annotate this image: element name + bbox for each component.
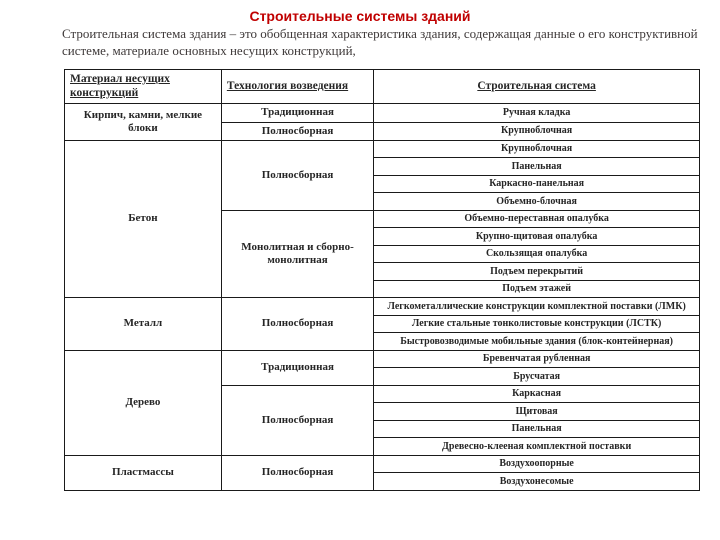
system-cell: Ручная кладка	[374, 104, 700, 122]
col-header-system: Строительная система	[374, 69, 700, 104]
material-cell: Бетон	[65, 140, 222, 298]
slide-title: Строительные системы зданий	[249, 8, 471, 24]
system-cell: Подъем этажей	[374, 280, 700, 298]
systems-table	[64, 69, 700, 491]
tech-cell: Традиционная	[221, 350, 373, 385]
system-cell: Крупно-щитовая опалубка	[374, 228, 700, 246]
system-cell: Объемно-переставная опалубка	[374, 210, 700, 228]
system-cell: Щитовая	[374, 403, 700, 421]
header-row	[65, 69, 700, 104]
system-cell: Бревенчатая рубленная	[374, 350, 700, 368]
system-cell: Каркасная	[374, 385, 700, 403]
system-cell: Воздухонесомые	[374, 473, 700, 491]
intro-text: Строительная система здания – это обобщенная характеристика здания, содержащая данные о его конструктивной системе, материале основных несущих конструкций,	[62, 26, 698, 58]
col-header-material: Материал несущих конструкций	[65, 69, 222, 104]
material-cell: Кирпич, камни, мелкие блоки	[65, 104, 222, 140]
tech-cell: Полносборная	[221, 455, 373, 490]
system-cell: Каркасно-панельная	[374, 175, 700, 193]
material-cell: Металл	[65, 298, 222, 351]
table-row	[65, 350, 700, 368]
tech-cell: Традиционная	[221, 104, 373, 122]
tech-cell: Полносборная	[221, 122, 373, 140]
tech-cell: Полносборная	[221, 140, 373, 210]
tech-cell: Монолитная и сборно-монолитная	[221, 210, 373, 298]
system-cell: Крупноблочная	[374, 140, 700, 158]
system-cell: Объемно-блочная	[374, 193, 700, 211]
table-row	[65, 298, 700, 316]
table-row	[65, 455, 700, 473]
system-cell: Воздухоопорные	[374, 455, 700, 473]
material-cell: Дерево	[65, 350, 222, 455]
system-cell: Скользящая опалубка	[374, 245, 700, 263]
system-cell: Легкометаллические конструкции комплектной поставки (ЛМК)	[374, 298, 700, 316]
table-row	[65, 140, 700, 158]
system-cell: Древесно-клееная комплектной поставки	[374, 438, 700, 456]
system-cell: Крупноблочная	[374, 122, 700, 140]
system-cell: Брусчатая	[374, 368, 700, 386]
system-cell: Быстровозводимые мобильные здания (блок-контейнерная)	[374, 333, 700, 351]
col-header-technology: Технология возведения	[221, 69, 373, 104]
tech-cell: Полносборная	[221, 298, 373, 351]
system-cell: Панельная	[374, 158, 700, 176]
table-row	[65, 104, 700, 122]
system-cell: Подъем перекрытий	[374, 263, 700, 281]
system-cell: Легкие стальные тонколистовые конструкции (ЛСТК)	[374, 315, 700, 333]
tech-cell: Полносборная	[221, 385, 373, 455]
system-cell: Панельная	[374, 420, 700, 438]
material-cell: Пластмассы	[65, 455, 222, 490]
